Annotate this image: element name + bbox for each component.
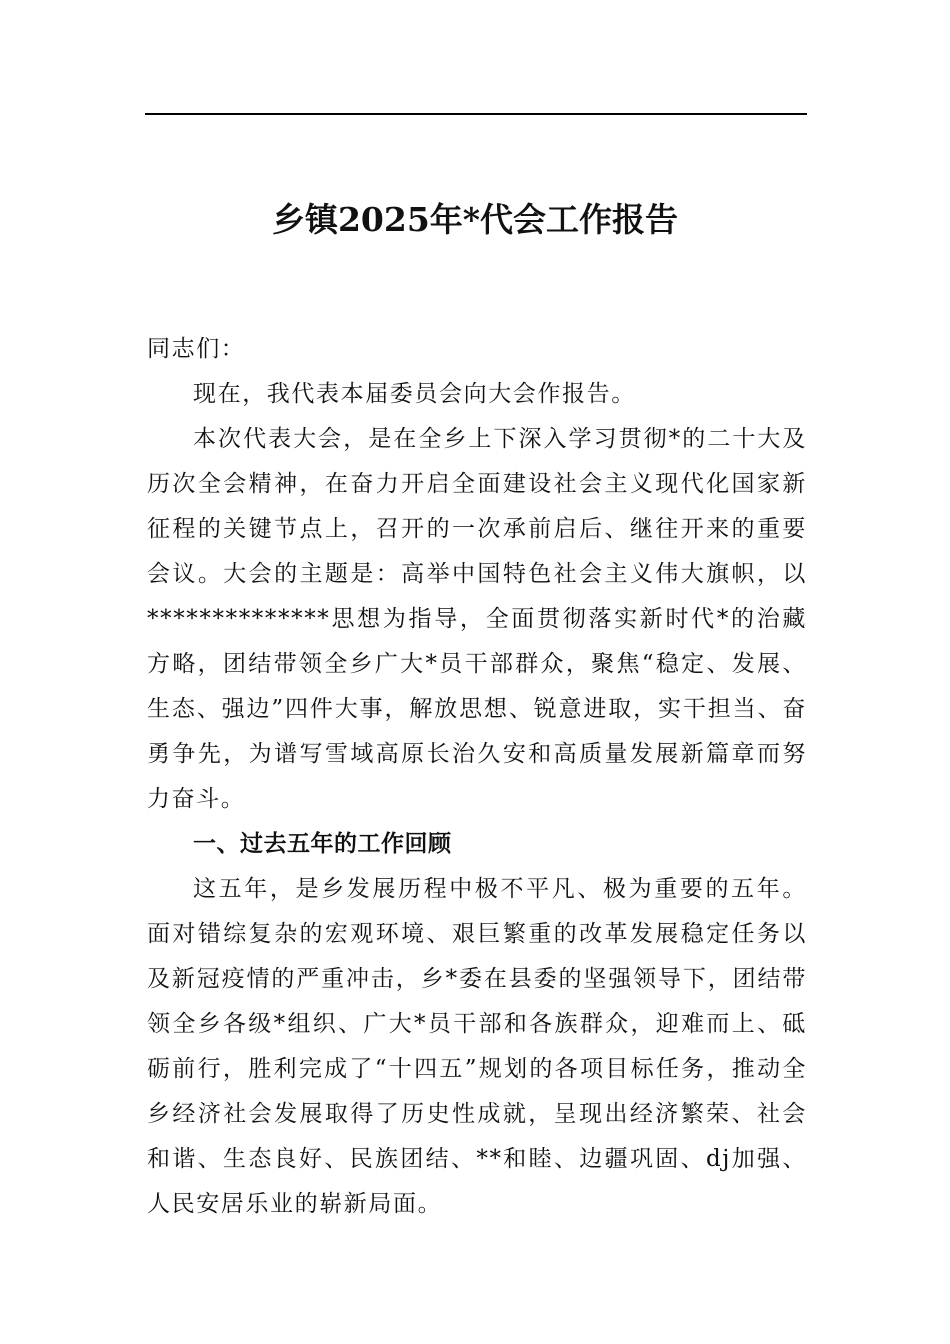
header-rule xyxy=(145,113,807,115)
document-title: 乡镇2025年*代会工作报告 xyxy=(271,200,679,239)
paragraph-five-year-review: 这五年，是乡发展历程中极不平凡、极为重要的五年。面对错综复杂的宏观环境、艰巨繁重的改革发展稳定任务以及新冠疫情的严重冲击，乡*委在县委的坚强领导下，团结带领全乡各级*组织、广大*员干部和各族群众，迎难而上、砥砺前行，胜利完成了“十四五”规划的各项目标任务，推动全乡经济社会发展取得了历史性成就，呈现出经济繁荣、社会和谐、生态良好、民族团结、**和睦、边疆巩固、dj加强、人民安居乐业的崭新局面。 xyxy=(147,876,807,1217)
salutation: 同志们： xyxy=(147,336,246,362)
document-body xyxy=(147,327,807,1227)
section-heading: 一、过去五年的工作回顾 xyxy=(193,831,452,857)
paragraph-congress-theme: 本次代表大会，是在全乡上下深入学习贯彻*的二十大及历次全会精神，在奋力开启全面建设社会主义现代化国家新征程的关键节点上，召开的一次承前启后、继往开来的重要会议。大会的主题是：高举中国特色社会主义伟大旗帜，以**************思想为指导，全面贯彻落实新时代*的治藏方略，团结带领全乡广大*员干部群众，聚焦“稳定、发展、生态、强边”四件大事，解放思想、锐意进取，实干担当、奋勇争先，为谱写雪域高原长治久安和高质量发展新篇章而努力奋斗。 xyxy=(147,426,807,812)
paragraph-opening: 现在，我代表本届委员会向大会作报告。 xyxy=(193,381,636,407)
